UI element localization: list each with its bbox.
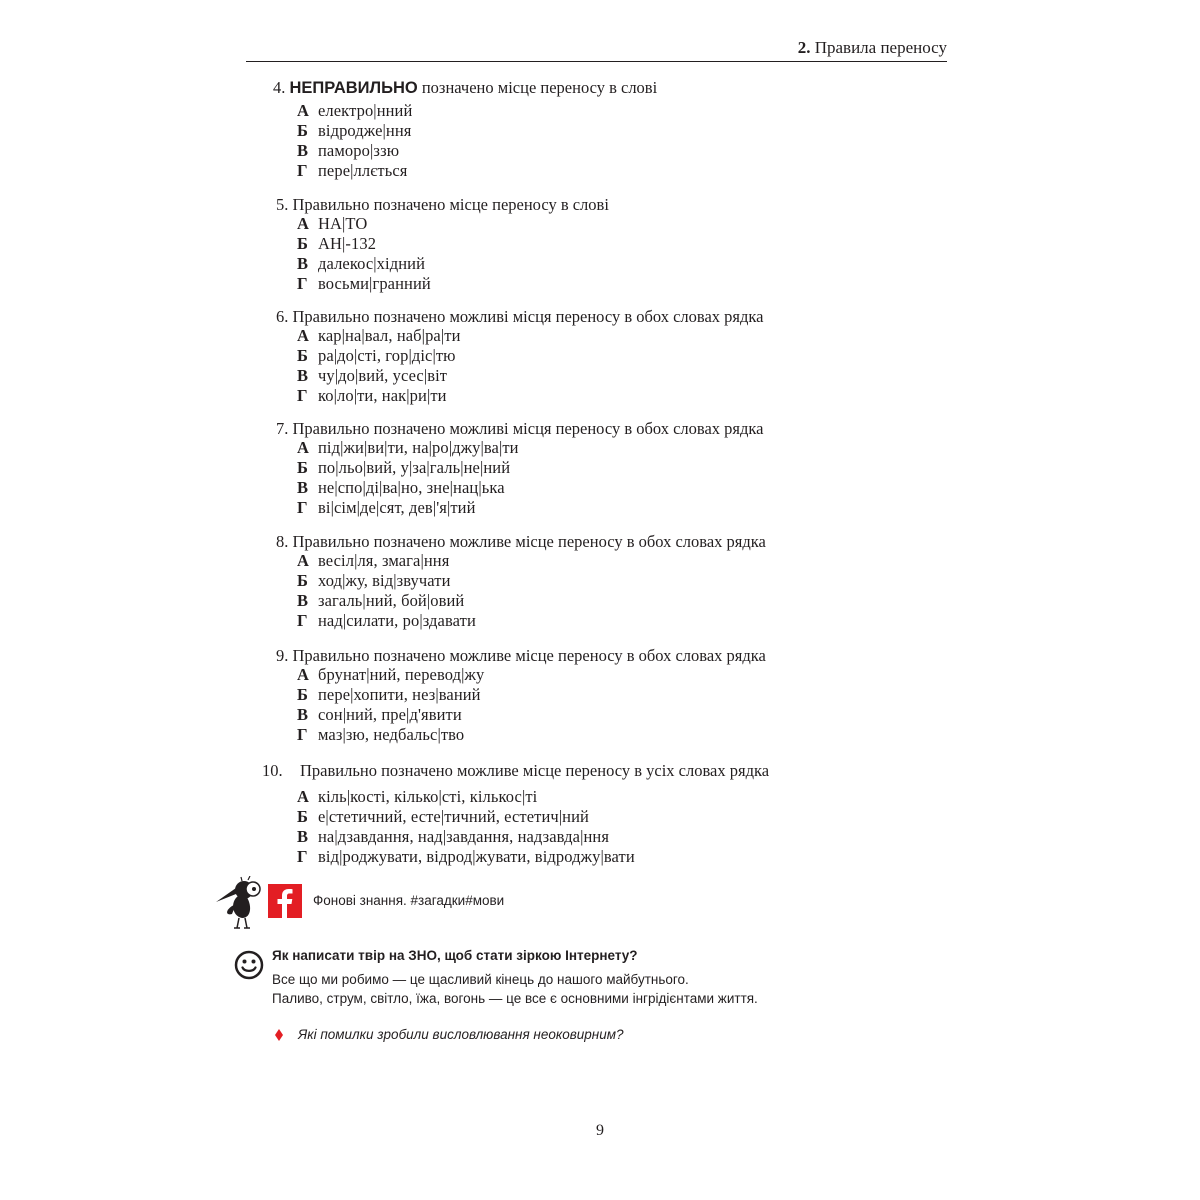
question-number: 8. <box>276 532 289 551</box>
question-number: 5. <box>276 195 289 214</box>
option-text: ра|до|сті, гор|діс|тю <box>318 346 456 365</box>
option-letter: А <box>297 787 309 806</box>
option-text: е|стетичний, есте|тичний, естетич|ний <box>318 807 589 826</box>
option-text: ход|жу, від|звучати <box>318 571 451 590</box>
facebook-icon <box>268 884 302 918</box>
option-letter: Б <box>297 121 308 140</box>
option-text: сон|ний, пре|д'явити <box>318 705 462 724</box>
answer-option <box>297 807 589 827</box>
question-text: Правильно позначено можливе місце переносу в обох словах рядка <box>292 646 766 665</box>
option-letter: Б <box>297 234 308 253</box>
option-text: відродже|ння <box>318 121 412 140</box>
option-letter: В <box>297 366 309 385</box>
option-letter: Г <box>297 498 308 517</box>
option-letter: Б <box>297 685 308 704</box>
question-number: 7. <box>276 419 289 438</box>
answer-option <box>297 274 431 294</box>
option-letter: А <box>297 326 309 345</box>
option-text: від|роджувати, відрод|жувати, відроджу|вати <box>318 847 635 866</box>
question-stem <box>276 307 764 327</box>
question-stem <box>273 78 657 98</box>
question-text: позначено місце переносу в слові <box>417 78 658 97</box>
option-text: ві|сім|де|сят, дев|'я|тий <box>318 498 476 517</box>
option-text: чу|до|вий, усес|віт <box>318 366 448 385</box>
answer-option <box>297 346 456 366</box>
option-text: восьми|гранний <box>318 274 431 293</box>
option-letter: Б <box>297 346 308 365</box>
answer-option <box>297 101 412 121</box>
chapter-heading <box>798 38 947 58</box>
answer-option <box>297 234 376 254</box>
option-letter: Б <box>297 807 308 826</box>
question-text: Правильно позначено місце переносу в слові <box>292 195 609 214</box>
option-letter: Г <box>297 725 308 744</box>
option-letter: А <box>297 551 309 570</box>
zno-example-line: Паливо, струм, світло, їжа, вогонь — це все є основними інгрідієнтами життя. <box>272 991 758 1006</box>
option-text: на|дзавдання, над|завдання, надзавда|ння <box>318 827 610 846</box>
answer-option <box>297 611 476 631</box>
option-letter: Б <box>297 571 308 590</box>
option-text: по|льо|вий, у|за|галь|не|ний <box>318 458 511 477</box>
chapter-number: 2. <box>797 38 811 57</box>
answer-option <box>297 161 407 181</box>
option-letter: Г <box>297 611 308 630</box>
option-letter: Г <box>297 386 308 405</box>
option-letter: В <box>297 254 309 273</box>
page-number: 9 <box>596 1122 604 1139</box>
option-text: кіль|кості, кілько|сті, кількос|ті <box>318 787 538 806</box>
option-text: ко|ло|ти, нак|ри|ти <box>318 386 447 405</box>
option-text: не|спо|ді|ва|но, зне|нац|ька <box>318 478 505 497</box>
answer-option <box>297 665 484 685</box>
question-stem <box>276 419 764 439</box>
option-text: кар|на|вал, наб|ра|ти <box>318 326 461 345</box>
question-text: Правильно позначено можливе місце переносу в усіх словах рядка <box>300 761 770 780</box>
option-letter: А <box>297 665 309 684</box>
zno-question: Які помилки зробили висловлювання неоковирним? <box>298 1027 624 1042</box>
answer-option <box>297 551 449 571</box>
option-text: загаль|ний, бой|овий <box>318 591 465 610</box>
answer-option <box>297 725 464 745</box>
option-text: маз|зю, недбальс|тво <box>318 725 465 744</box>
question-text: Правильно позначено можливі місця переносу в обох словах рядка <box>292 419 764 438</box>
zno-title: Як написати твір на ЗНО, щоб стати зіркою Інтернету? <box>272 948 638 963</box>
question-number: 10. <box>262 761 283 780</box>
option-text: НА|ТО <box>318 214 368 233</box>
diamond-bullet-icon <box>275 1029 283 1041</box>
smiley-icon <box>234 950 264 980</box>
question-number: 9. <box>276 646 289 665</box>
option-letter: Г <box>297 161 308 180</box>
option-text: АН|-132 <box>318 234 377 253</box>
answer-option <box>297 214 367 234</box>
answer-option <box>297 438 519 458</box>
answer-option <box>297 787 537 807</box>
background-knowledge-caption: Фонові знання. #загадки#мови <box>313 893 505 908</box>
option-letter: В <box>297 141 309 160</box>
answer-option <box>297 571 451 591</box>
answer-option <box>297 141 399 161</box>
option-text: під|жи|ви|ти, на|ро|джу|ва|ти <box>318 438 519 457</box>
question-text: Правильно позначено можливе місце переносу в обох словах рядка <box>292 532 766 551</box>
question-text: Правильно позначено можливі місця переносу в обох словах рядка <box>292 307 764 326</box>
option-text: брунат|ний, перевод|жу <box>318 665 485 684</box>
option-text: пере|ллється <box>318 161 408 180</box>
option-text: пере|хопити, нез|ваний <box>318 685 481 704</box>
option-letter: Б <box>297 458 308 477</box>
answer-option <box>297 498 476 518</box>
option-letter: В <box>297 705 309 724</box>
page-header <box>246 36 947 62</box>
option-letter: Г <box>297 274 308 293</box>
bird-mascot-icon <box>212 876 268 932</box>
option-letter: А <box>297 438 309 457</box>
answer-option <box>297 121 411 141</box>
option-letter: А <box>297 101 309 120</box>
answer-option <box>297 847 635 867</box>
question-stem <box>276 646 766 666</box>
answer-option <box>297 386 447 406</box>
question-number: 4. <box>273 78 286 97</box>
zno-example-line: Все що ми робимо — це щасливий кінець до нашого майбутнього. <box>272 972 689 987</box>
question-number: 6. <box>276 307 289 326</box>
option-letter: В <box>297 591 309 610</box>
option-text: паморо|ззю <box>318 141 400 160</box>
background-knowledge <box>212 874 812 934</box>
option-text: далекос|хідний <box>318 254 426 273</box>
answer-option <box>297 326 461 346</box>
option-letter: Г <box>297 847 308 866</box>
question-stem <box>276 195 609 215</box>
answer-option <box>297 458 510 478</box>
option-text: весіл|ля, змага|ння <box>318 551 450 570</box>
option-letter: А <box>297 214 309 233</box>
option-letter: В <box>297 478 309 497</box>
answer-option <box>297 591 464 611</box>
answer-option <box>297 478 505 498</box>
chapter-title: Правила переносу <box>814 38 947 57</box>
answer-option <box>297 254 425 274</box>
answer-option <box>297 827 609 847</box>
question-emphasis: НЕПРАВИЛЬНО <box>289 79 418 97</box>
option-letter: В <box>297 827 309 846</box>
question-stem <box>276 532 766 552</box>
option-text: над|силати, ро|здавати <box>318 611 476 630</box>
answer-option <box>297 366 447 386</box>
answer-option <box>297 685 481 705</box>
answer-option <box>297 705 462 725</box>
question-stem <box>262 761 769 781</box>
option-text: електро|нний <box>318 101 413 120</box>
